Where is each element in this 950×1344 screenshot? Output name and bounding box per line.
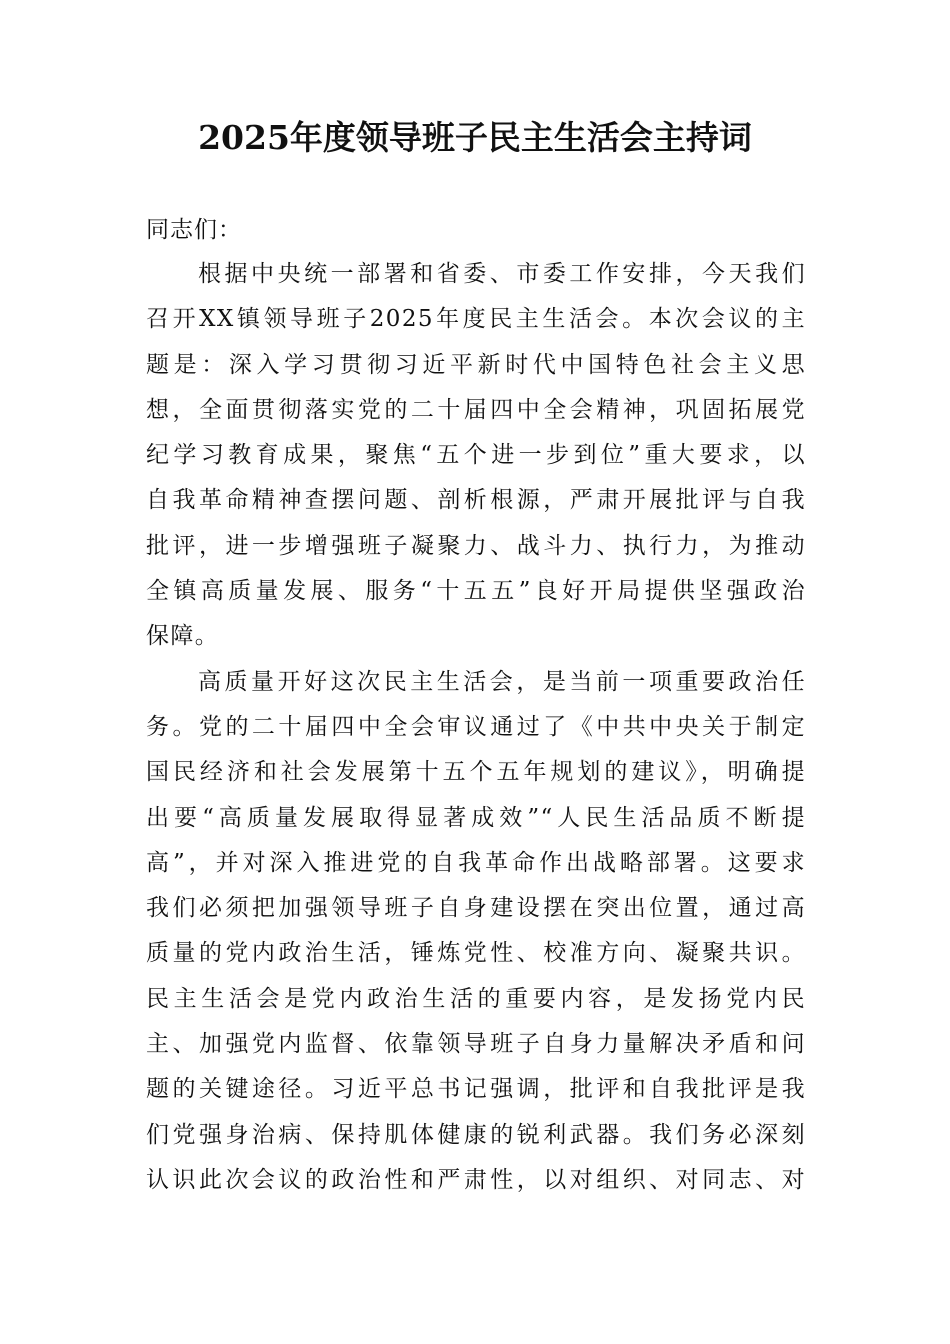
paragraph-line: 题的关键途径。习近平总书记强调，批评和自我批评是我 bbox=[146, 1076, 806, 1103]
paragraph-line: 务。党的二十届四中全会审议通过了《中共中央关于制定 bbox=[146, 713, 806, 740]
paragraph-line: 根据中央统一部署和省委、市委工作安排，今天我们 bbox=[198, 261, 806, 287]
paragraph-line: 题是：深入学习贯彻习近平新时代中国特色社会主义思 bbox=[146, 351, 806, 378]
paragraph-line: 质量的党内政治生活，锤炼党性、校准方向、凝聚共识。 bbox=[146, 940, 806, 967]
paragraph-line: 出要“高质量发展取得显著成效”“人民生活品质不断提 bbox=[146, 804, 806, 831]
paragraph-line: 自我革命精神查摆问题、剖析根源，严肃开展批评与自我 bbox=[146, 487, 806, 514]
paragraph-line: 高”，并对深入推进党的自我革命作出战略部署。这要求 bbox=[146, 849, 806, 876]
paragraph-line: 想，全面贯彻落实党的二十届四中全会精神，巩固拓展党 bbox=[146, 396, 806, 423]
document-title: 2025年度领导班子民主生活会主持词 bbox=[198, 118, 752, 157]
paragraph-1 bbox=[146, 252, 806, 660]
paragraph-line: 民主生活会是党内政治生活的重要内容，是发扬党内民 bbox=[146, 985, 806, 1012]
paragraph-line: 高质量开好这次民主生活会，是当前一项重要政治任 bbox=[198, 668, 806, 695]
document-body bbox=[146, 208, 806, 1203]
paragraph-line: 国民经济和社会发展第十五个五年规划的建议》，明确提 bbox=[146, 759, 806, 786]
paragraph-2 bbox=[146, 660, 806, 1204]
paragraph-line: 纪学习教育成果，聚焦“五个进一步到位”重大要求，以 bbox=[146, 442, 806, 469]
paragraph-line: 保障。 bbox=[146, 623, 220, 650]
paragraph-line: 我们必须把加强领导班子自身建设摆在突出位置，通过高 bbox=[146, 895, 806, 922]
paragraph-line: 们党强身治病、保持肌体健康的锐利武器。我们务必深刻 bbox=[146, 1121, 806, 1148]
salutation: 同志们： bbox=[146, 217, 242, 243]
paragraph-line: 认识此次会议的政治性和严肃性，以对组织、对同志、对 bbox=[146, 1166, 806, 1193]
paragraph-line: 批评，进一步增强班子凝聚力、战斗力、执行力，为推动 bbox=[146, 532, 806, 559]
paragraph-line: 召开XX镇领导班子2025年度民主生活会。本次会议的主 bbox=[146, 306, 806, 333]
paragraph-line: 主、加强党内监督、依靠领导班子自身力量解决矛盾和问 bbox=[146, 1031, 806, 1058]
paragraph-line: 全镇高质量发展、服务“十五五”良好开局提供坚强政治 bbox=[146, 578, 806, 605]
